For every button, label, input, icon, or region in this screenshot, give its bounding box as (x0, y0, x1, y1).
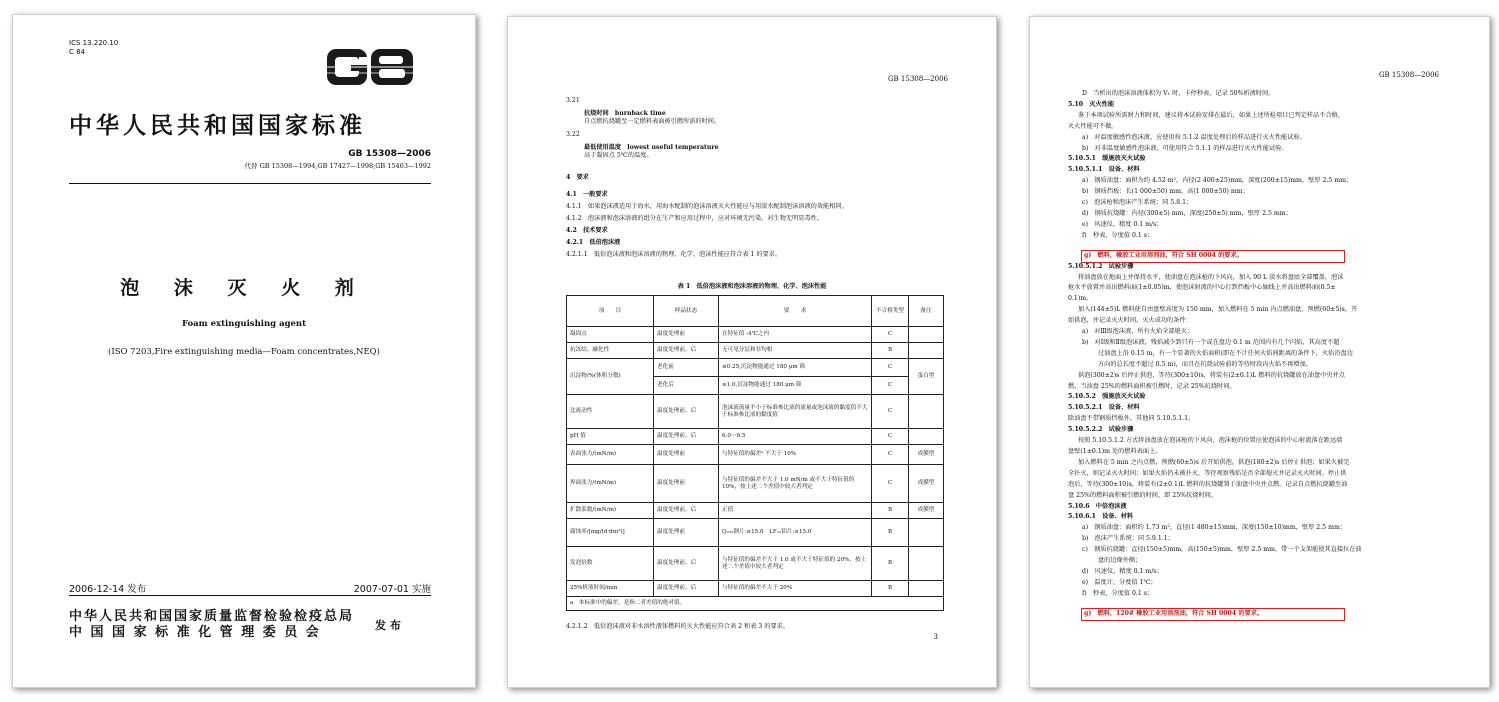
table-cell: B (872, 519, 909, 547)
table-cell: pH 值 (567, 429, 654, 445)
text-line: a) 对温度敏感性泡沫液，应使用按 5.1.2 温度处理后的样品进行灭火性能试验。 (1082, 133, 1306, 141)
divider-top (69, 183, 431, 184)
document-page-requirements (507, 16, 997, 688)
table-cell: 温度处理前 (654, 445, 719, 465)
table-cell: C (872, 445, 909, 465)
text-line: 始供泡，并记录灭火时间。灭火成功的条件： (1068, 317, 1192, 325)
table-cell: B (872, 503, 909, 519)
table-cell: 温度处理前 (654, 327, 719, 343)
text-line: 枪水平放置并高出燃料面(1±0.05)m，使泡沫射流的中心打到挡板中心轴线上并高出燃料面(0.5± (1068, 284, 1336, 292)
standard-name-en: Foam extinguishing agent (181, 319, 307, 329)
table-row (567, 581, 944, 597)
table-cell: ≤1.0,沉淀物能通过 180 μm 筛 (719, 377, 872, 395)
text-line: 除油盘不带钢质挡板外，其他同 5.10.5.1.1。 (1068, 415, 1195, 423)
table-row (567, 395, 944, 429)
table-cell (909, 327, 944, 343)
table-row (567, 465, 944, 503)
text-line: 过油盘上沿 0.15 m，有一个显著的火焰面积(即在不计任何火焰间距离的条件下，火焰沿盘边 (1098, 349, 1353, 357)
table-cell: 腐蚀率/[mg/(d·dm²)] (567, 519, 654, 547)
table-cell: 比流动性 (567, 395, 654, 429)
text-line: a) 钢质油盘：面积约 1.73 m²，直径(1 480±15)mm，深度(150±10)mm，壁厚 2.5 mm； (1082, 524, 1346, 532)
table-note: a 本标准中的偏差，是指二者差值的绝对值。 (567, 597, 944, 611)
text-line: a) 钢质油盘：面积为约 4.52 m²，内径(2 400±25)mm，深度(200±15)mm，壁厚 2.5 mm； (1082, 177, 1353, 185)
page-header: GB 15308—2006 (887, 75, 948, 83)
table-cell: B (872, 547, 909, 581)
text-line: 自点燃抗烧罐至一定燃料表面被引燃所需的时间。 (584, 118, 721, 125)
table-header-cell: 不合格类型 (872, 296, 909, 327)
text-line: 4.1.2 泡沫液和泡沫溶液的组分在生产和应用过程中，应对环境无污染，对生物无明显毒性。 (566, 215, 824, 222)
table-cell: 成膜型 (909, 465, 944, 503)
text-line: 燃，当油盘 25%的燃料面积被引燃时，记录 25%抗烧时间。 (1068, 382, 1236, 390)
table-cell: 凝固点 (567, 327, 654, 343)
text-line: 3.22 (566, 131, 580, 138)
table-cell: 发泡倍数 (567, 547, 654, 581)
replaces-note: 代替 GB 15308—1994,GB 17427—1998,GB 15463—1992 (244, 162, 431, 170)
table-cell: 温度处理前 (654, 465, 719, 503)
section-heading: 5.10.5.1.1 设备、材料 (1068, 166, 1140, 174)
table-header-row (567, 296, 944, 327)
standard-number: GB 15308—2006 (348, 149, 431, 159)
table-row (567, 547, 944, 581)
text-line: 鉴于本项试验所需财力和时间，建议将本试验安排在最后，如果上述所检项目已判定样品不合格， (1078, 111, 1345, 119)
iso-reference: (ISO 7203,Fire extinguishing media—Foam concentrates,NEQ) (108, 347, 380, 357)
issuers (69, 609, 354, 641)
gb-logo (325, 43, 417, 91)
table-cell: 温度处理前、后 (654, 395, 719, 429)
section-heading: 4.2 技术要求 (566, 227, 608, 234)
section-heading: 5.10.5.2 强施放灭火试验 (1068, 393, 1146, 401)
requirements-table (566, 295, 944, 611)
table-cell: 正值 (719, 503, 872, 519)
standard-title: 中华人民共和国国家标准 (69, 112, 366, 139)
table-row (567, 503, 944, 519)
table-cell: 扩散系数/(mN/m) (567, 503, 654, 519)
table-row (567, 359, 944, 377)
table-cell (909, 343, 944, 359)
table-cell: 与特征值的偏差不大于 20% (719, 581, 872, 597)
table-cell: 泡沫液流量不小于标准参比液的流量或泡沫液的黏度值不大于标准参比液的黏度值 (719, 395, 872, 429)
table-cell: 与特征值的偏差ᵃ 不大于 10% (719, 445, 872, 465)
table-note-row (567, 597, 944, 611)
table-row (567, 327, 944, 343)
publish-label: 发 布 (375, 619, 401, 632)
table-row (567, 445, 944, 465)
text-line: 方向的总长度不超过 0.5 m)，而且在抗烧试验前的等待时段内火焰不再增加。 (1098, 360, 1312, 368)
text-line: 4.1.1 如果泡沫液适用于海水，用海水配制的泡沫溶液灭火性能应与用淡水配制泡沫溶液的效能相同。 (566, 203, 848, 210)
text-line: f) 秒表，分度值 0.1 s； (1082, 231, 1154, 239)
table-cell: C (872, 327, 909, 343)
table-cell (909, 519, 944, 547)
highlighted-requirement: g) 燃料，120# 橡胶工业用溶剂油，符合 SH 0004 的要求。 (1082, 609, 1344, 620)
implementation-date: 2007-07-01 实施 (353, 584, 431, 595)
table-cell: ≤0.25,沉淀物能通过 180 μm 筛 (719, 359, 872, 377)
table-cell: 温度处理前、后 (654, 581, 719, 597)
issuer-aqsiq: 中华人民共和国国家质量监督检验检疫总局 (69, 609, 355, 624)
text-line: d) 风速仪，精度 0.1 m/s； (1082, 567, 1163, 575)
text-line: 按照 5.10.5.1.2 方式将油盘放在泡沫枪的下风向，泡沫枪的位置应使泡沫的中心射流落在距远端 (1078, 437, 1343, 445)
text-line: c) 钢质抗烧罐：直径(150±5)mm，高(150±5)mm，壁厚 2.5 mm，带一个支架能使其直接拉在油 (1082, 546, 1362, 554)
text-line: f) 秒表，分度值 0.1 s； (1082, 589, 1154, 597)
table-header-cell: 样品状态 (654, 296, 719, 327)
table-cell: 温度处理前、后 (654, 429, 719, 445)
table-cell: 6.0～9.5 (719, 429, 872, 445)
text-line: b) 泡沫产生系统：同 5.9.1.1； (1082, 535, 1174, 543)
document-page-test-methods (1029, 16, 1490, 688)
text-line: D 当析出的泡沫溶液体积为 V₁ 时，卡停秒表，记录 50%析液时间。 (1082, 90, 1275, 97)
table-cell: 蛋白型 (909, 359, 944, 395)
table-row (567, 429, 944, 445)
text-line: 高于凝固点 5℃的温度。 (584, 152, 653, 159)
table-cell: 老化前 (654, 359, 719, 377)
table-cell (909, 395, 944, 429)
text-line: 0.1)m。 (1068, 295, 1093, 303)
section-heading: 5.10.5.2.2 试验步骤 (1068, 426, 1134, 434)
table-cell: 与特征值的偏差不大于 1.0 或不大于特征值的 20%，按上述二个差值中较大者判定 (719, 547, 872, 581)
table-header-cell: 项 目 (567, 296, 654, 327)
table-cell: B (872, 581, 909, 597)
section-heading: 5.10.5.2.1 设备、材料 (1068, 404, 1140, 412)
text-line: 盘的边缘外侧； (1098, 557, 1142, 565)
table-cell (909, 547, 944, 581)
table-cell: C (872, 429, 909, 445)
section-heading: 4.2.1 低倍泡沫液 (566, 239, 621, 246)
section-heading: 4 要求 (566, 174, 589, 181)
text-line: a) 对Ⅲ级泡沫液，所有火焰全部熄灭； (1082, 328, 1194, 336)
table-cell: 成膜型 (909, 445, 944, 465)
section-heading: 5.10.5.1.2 试验步骤 (1068, 262, 1134, 270)
text-line: 盘 25%的燃料面积被引燃的时间，即 25%抗烧时间。 (1068, 491, 1218, 499)
table-row (567, 519, 944, 547)
table-cell: 温度处理前 (654, 519, 719, 547)
table-cell: 老化后 (654, 377, 719, 395)
table-cell: 成膜型 (909, 503, 944, 519)
section-heading: 4.1 一般要求 (566, 191, 608, 198)
page-header: GB 15308—2006 (1378, 71, 1439, 79)
table-cell (909, 429, 944, 445)
page-number: 3 (933, 633, 938, 641)
table-cell: 界面张力/(mN/m) (567, 465, 654, 503)
text-line: 全扑灭，则记录灭火时间；如果火焰仍未被扑灭，等待观察残焰是否全部熄灭并记录灭火时间。停止供 (1068, 469, 1347, 477)
table-cell: 温度处理前、后 (654, 343, 719, 359)
table-cell: 25%析液时间/min (567, 581, 654, 597)
text-line: 4.2.1.1 低倍泡沫液和泡沫溶液的物理、化学、泡沫性能应符合表 1 的要求。 (566, 251, 782, 258)
table-cell: C (872, 377, 909, 395)
text-line: 3.21 (566, 97, 580, 104)
text-line: b) 对非温度敏感性泡沫液，可使用符合 5.1.1 的样品进行灭火性能试验。 (1082, 144, 1288, 152)
text-line: e) 温度计，分度值 1℃； (1082, 578, 1157, 586)
table-cell: B (872, 343, 909, 359)
page2-text (566, 97, 848, 259)
issuer-sac: 中 国 国 家 标 准 化 管 理 委 员 会 (69, 625, 321, 640)
table-cell: 表面张力/(mN/m) (567, 445, 654, 465)
table-cell: 与特征值的偏差不大于 1.0 mN/m 或不大于特征值的 10%，按上述二个差值中较大者判定 (719, 465, 872, 503)
section-heading: 5.10 灭火性能 (1068, 100, 1115, 108)
table-cell: C (872, 465, 909, 503)
highlighted-requirement: g) 燃料，橡胶工业用溶剂油，符合 SH 0004 的要求。 (1082, 251, 1344, 262)
text-line: d) 钢质抗烧罐：内径(300±5) mm，深度(250±5) mm，壁厚 2.5 mm； (1082, 209, 1292, 217)
text-line: e) 风速仪，精度 0.1 m/s； (1082, 220, 1163, 228)
text-line: 最低使用温度 lowest useful temperature (584, 144, 719, 151)
page3-text (1068, 89, 1468, 620)
text-line: 加入燃料在 5 min 之内点燃，预燃(60±5)s 后开始供泡，供泡(180±2)s 后停止供泡；如果火被完 (1078, 458, 1350, 466)
table-cell: Q₂₃₅钢片:≤15.0 LF₂₁铝片:≤15.0 (719, 519, 872, 547)
standard-name-cn: 泡 沫 灭 火 剂 (120, 277, 368, 299)
table-cell: 沉淀物/%(体积分数) (567, 359, 654, 395)
text-line: b) 对Ⅰ级和Ⅱ级泡沫液，残焰减少到只有一个或在盘边 0.1 m 范围内有几个闪焰，其高度不超 (1082, 338, 1340, 346)
table-cell: 在特征值 -4℃之内 (719, 327, 872, 343)
section-heading: 5.10.6 中倍泡沫液 (1068, 502, 1127, 510)
text-line: 抗烧时间 burnback time (584, 110, 666, 117)
section-heading: 5.10.5.1 缓施放灭火试验 (1068, 155, 1146, 163)
text-line: 加入(144±5)L 燃料使自由盘壁高度为 150 mm，加入燃料在 5 min 内点燃油盘，预燃(60±5)s，开 (1078, 306, 1358, 314)
table-cell: 抗冻结、融化性 (567, 343, 654, 359)
table-row (567, 343, 944, 359)
table-cell (909, 581, 944, 597)
text-line: 4.2.1.2 低倍泡沫液对非水溶性液体燃料的灭火性能应符合表 2 和表 3 的要求。 (566, 623, 790, 630)
text-line: c) 泡沫枪和泡沫产生系统：同 5.8.1； (1082, 199, 1193, 207)
text-line: 泡后，等待(300±10)s，将装有(2±0.1)L 燃料的抗烧罐置于油盘中央并点燃。记录自点燃抗烧罐至油 (1068, 480, 1348, 488)
table-cell: C (872, 395, 909, 429)
issue-date: 2006-12-14 发布 (69, 584, 147, 595)
section-heading: 5.10.6.1 设备、材料 (1068, 513, 1134, 521)
table-cell: C (872, 359, 909, 377)
ics-number: ICS 13.220.10 (69, 39, 119, 47)
table-caption: 表 1 低倍泡沫液和泡沫溶液的物理、化学、泡沫性能 (677, 283, 827, 290)
table-cell: 无可见分层和非均相 (719, 343, 872, 359)
divider-bottom (69, 595, 431, 596)
text-line: 将油盘放在地面上并保持水平，使油盘在泡沫枪的下风向，加入 90 L 淡水将盘底全部覆盖。泡沫 (1078, 273, 1344, 281)
table-header-cell: 要 求 (719, 296, 872, 327)
text-line: 供泡(300±2)s 后停止供泡，等待(300±10)s，将装有(2±0.1)L 燃料的抗烧罐放在油盘中央并点 (1078, 371, 1345, 379)
table-cell: 温度处理前、后 (654, 503, 719, 519)
table-cell: 温度处理前、后 (654, 547, 719, 581)
text-line: 盘壁(1±0.1)m 处的燃料表面上。 (1068, 448, 1162, 455)
text-line: 灭火性能可不做。 (1068, 122, 1118, 130)
table-header-cell: 备注 (909, 296, 944, 327)
document-page-cover (12, 14, 476, 688)
ics-code (69, 39, 118, 57)
ccs-number: C 84 (69, 48, 86, 56)
text-line: b) 钢质挡板：长(1 000±50) mm，高(1 000±50) mm； (1082, 188, 1249, 196)
